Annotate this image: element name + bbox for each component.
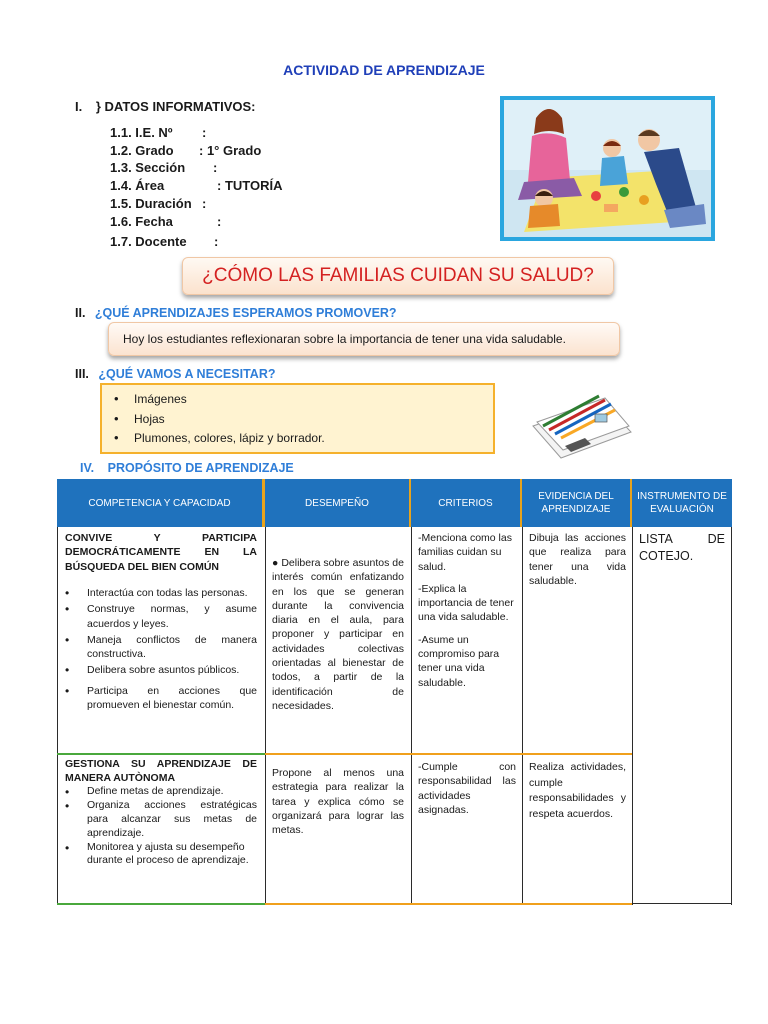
header-competencia: COMPETENCIA Y CAPACIDAD [57,479,265,527]
section-4-number: IV. [80,461,95,475]
section-2-title: ¿QUÉ APRENDIZAJES ESPERAMOS PROMOVER? [94,306,397,320]
info-label: 1.6. Fecha [110,214,173,229]
header-criterios: CRITERIOS [411,479,522,527]
family-illustration [500,96,715,241]
criterio-item: -Explica la importancia de tener una vida saludable. [418,582,514,624]
competencia-title: CONVIVE Y PARTICIPA DEMOCRÁTICAMENTE EN LA BÚSQUEDA DEL BIEN COMÚN [65,532,257,573]
grid-line [731,527,732,905]
materials-item: • Plumones, colores, lápiz y borrador. [114,428,493,448]
info-label: 1.5. Duración [110,196,192,211]
info-row-grado [110,143,262,158]
section-1-number: I. [75,99,83,114]
capacidad-item: • Monitorea y ajusta su desempeño durante el proceso de aprendizaje. [65,840,249,867]
section-1-heading [75,99,255,114]
info-label: 1.3. Sección [110,160,186,175]
instrumento-cell: LISTA DE COTEJO. [639,532,725,563]
learning-purpose-table [57,479,732,905]
info-row-ie [110,125,207,140]
competencia-cell [59,756,263,868]
criterio-item: -Asume un compromiso para tener una vida saludable. [418,633,500,689]
lesson-title-banner: ¿CÓMO LAS FAMILIAS CUIDAN SU SALUD? [182,257,614,295]
info-value: : [213,160,218,175]
info-label: 1.2. Grado [110,143,174,158]
capacidad-item: • Organiza acciones estratégicas para alcanzar sus metas de aprendizaje. [65,799,257,839]
section-4-title: PROPÓSITO DE APRENDIZAJE [107,461,294,475]
capacidad-item: • Interactúa con todas las personas. [65,586,248,600]
info-row-seccion [110,160,218,175]
section-2-number: II. [75,306,86,320]
info-row-docente [110,234,219,249]
header-instrumento: INSTRUMENTO DE EVALUACIÓN [632,479,732,527]
header-desempeno: DESEMPEÑO [265,479,411,527]
info-label: 1.7. Docente [110,234,187,249]
desempeno-cell: ● Delibera sobre asuntos de interés común enfatizando en los que se generan durante la convivencia diaria en el aula, para proponer y participar en actividades colectivas orientadas al bienestar de todos, a partir de la identificación de necesidades. [272,557,404,712]
row-divider [265,753,632,755]
section-3-number: III. [75,367,89,381]
materials-item: • Hojas [114,409,493,429]
materials-item: • Imágenes [114,389,493,409]
info-label: 1.1. I.E. Nº [110,125,173,140]
criterios-cell [412,529,522,690]
competencia-cell [59,529,263,712]
capacidad-item: • Define metas de aprendizaje. [65,785,224,800]
row-divider [57,753,265,755]
info-value: : [202,125,207,140]
section-3-title: ¿QUÉ VAMOS A NECESITAR? [98,367,276,381]
section-1-title: } DATOS INFORMATIVOS: [95,99,256,114]
table-bottom-rule [632,903,732,904]
info-value: : [217,214,222,229]
section-4-heading [80,461,294,475]
criterios-cell: -Cumple con responsabilidad las actividades asignadas. [418,761,516,816]
desempeno-cell: Propone al menos una estrategia para realizar la tarea y explica cómo se organizará para lograr las metas. [272,767,404,837]
learning-goal-box: Hoy los estudiantes reflexionaran sobre la importancia de tener una vida saludable. [108,322,620,356]
info-value: : [202,196,207,211]
competencia-title: GESTIONA SU APRENDIZAJE DE MANERA AUTÒNOMA [65,758,257,784]
evidencia-cell: Realiza actividades, cumple responsabilidades y respeta acuerdos. [529,761,626,820]
school-supplies-illustration [525,388,635,460]
capacidad-item: • Participa en acciones que promueven el bienestar común. [65,683,257,712]
section-2-heading [75,306,397,320]
grid-line [57,527,58,905]
grid-line [632,527,633,905]
capacidad-item: • Delibera sobre asuntos públicos. [65,663,240,678]
materials-box [100,383,495,454]
header-evidencia: EVIDENCIA DEL APRENDIZAJE [522,479,632,527]
evidencia-cell: Dibuja las acciones que realiza para tener una vida saludable. [529,532,626,587]
info-row-fecha [110,214,222,229]
info-value: : [214,234,219,249]
capacidad-item: • Maneja conflictos de manera constructiva. [65,632,257,661]
info-row-area [110,178,283,193]
table-bottom-rule [265,903,632,905]
section-3-heading [75,367,275,381]
document-title: ACTIVIDAD DE APRENDIZAJE [283,62,485,78]
info-value: : 1° Grado [199,143,262,158]
info-value: : TUTORÍA [217,178,283,193]
info-label: 1.4. Área [110,178,165,193]
criterio-item: -Menciona como las familias cuidan su salud. [418,532,512,573]
capacidad-item: • Construye normas, y asume acuerdos y leyes. [65,602,257,630]
info-row-duracion [110,196,207,211]
table-bottom-rule [57,903,265,905]
